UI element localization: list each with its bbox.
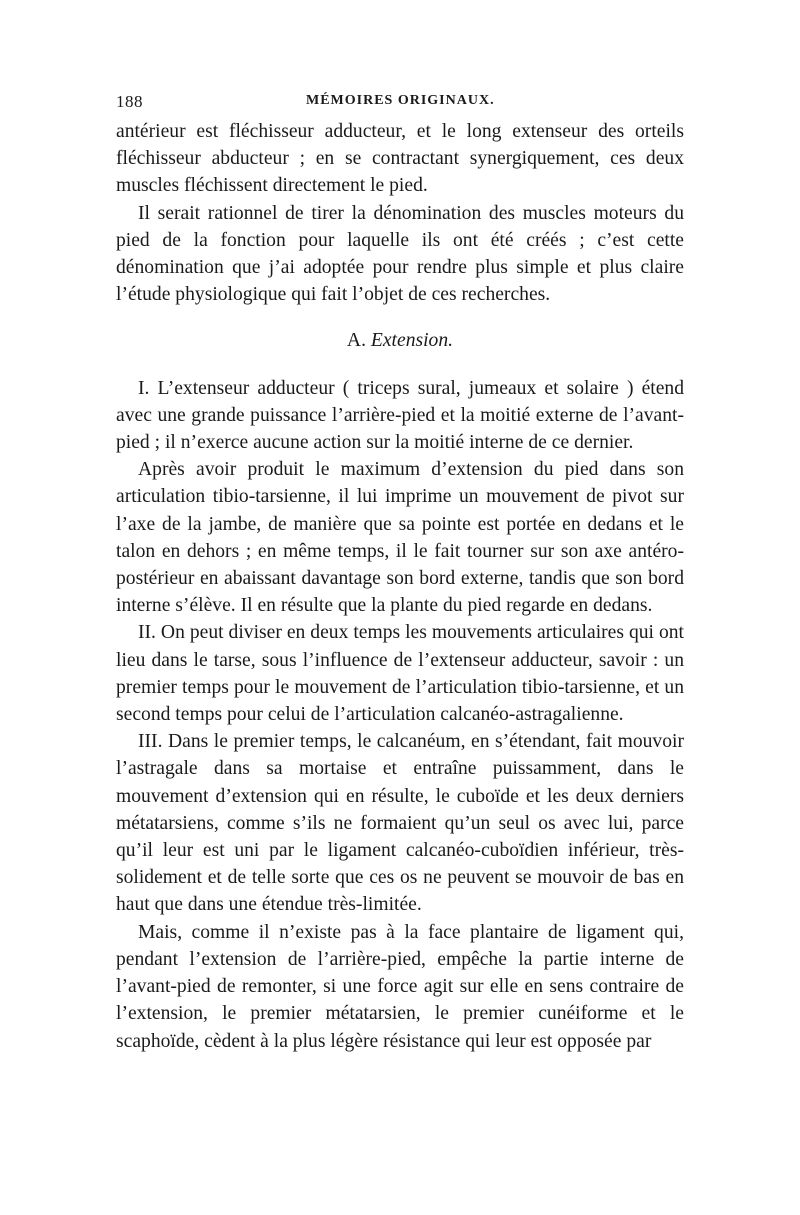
- running-title: MÉMOIRES ORIGINAUX.: [306, 93, 495, 108]
- paragraph-intro-2: Il serait rationnel de tirer la dénomination des muscles moteurs du pied de la fonction pour laquelle ils ont été créés ; c’est cette dénomination que j’ai adoptée pour rendre plus simple et plus claire l’étude physiologique qui fait l’objet de ces recherches.: [116, 202, 684, 306]
- paragraph-section-3: II. On peut diviser en deux temps les mouvements articulaires qui ont lieu dans le tarse, sous l’influence de l’extenseur adducteur, savoir : un premier temps pour le mouvement de l’articulation tibio-tarsienne, et un second temps pour celui de l’articulation calcanéo-astragalienne.: [116, 622, 684, 726]
- running-head: [116, 92, 684, 118]
- paragraph-section-5: Mais, comme il n’existe pas à la face plantaire de ligament qui, pendant l’extension de l’arrière-pied, empêche la partie interne de l’avant-pied de remonter, si une force agit sur elle en sens contraire de l’extension, le premier métatarsien, le premier cunéiforme et le scaphoïde, cèdent à la plus légère résistance qui leur est opposée par: [116, 921, 684, 1052]
- book-page: [116, 92, 684, 1055]
- paragraph-intro-1: antérieur est fléchisseur adducteur, et le long extenseur des orteils fléchisseur abducteur ; en se contractant synergiquement, ces deux muscles fléchissent directement le pied.: [116, 121, 684, 197]
- body-text: [116, 118, 684, 1055]
- paragraph-section-2: Après avoir produit le maximum d’extension du pied dans son articulation tibio-tarsienne, il lui imprime un mouvement de pivot sur l’axe de la jambe, de manière que sa pointe est portée en dedans et le talon en dehors ; en même temps, il le fait tourner sur son axe antéro-postérieur en abaissant davantage son bord externe, tandis que son bord interne s’élève. Il en résulte que la plante du pied regarde en dedans.: [116, 459, 684, 617]
- page-number: 188: [116, 92, 143, 111]
- section-heading: [116, 327, 684, 354]
- section-letter: A.: [346, 330, 366, 352]
- section-title: Extension.: [370, 330, 454, 352]
- paragraph-section-1: I. L’extenseur adducteur ( triceps sural, jumeaux et solaire ) étend avec une grande puissance l’arrière-pied et la moitié externe de l’avant-pied ; il n’exerce aucune action sur la moitié interne de ce dernier.: [116, 377, 684, 454]
- paragraph-section-4: III. Dans le premier temps, le calcanéum, en s’étendant, fait mouvoir l’astragale dans sa mortaise et entraîne puissamment, dans le mouvement d’extension qui en résulte, le cuboïde et les deux derniers métatarsiens, comme s’ils ne formaient qu’un seul os avec lui, parce qu’il leur est uni par le ligament calcanéo-cuboïdien inférieur, très-solidement et de telle sorte que ces os ne peuvent se mouvoir de bas en haut que dans une étendue très-limitée.: [116, 731, 684, 916]
